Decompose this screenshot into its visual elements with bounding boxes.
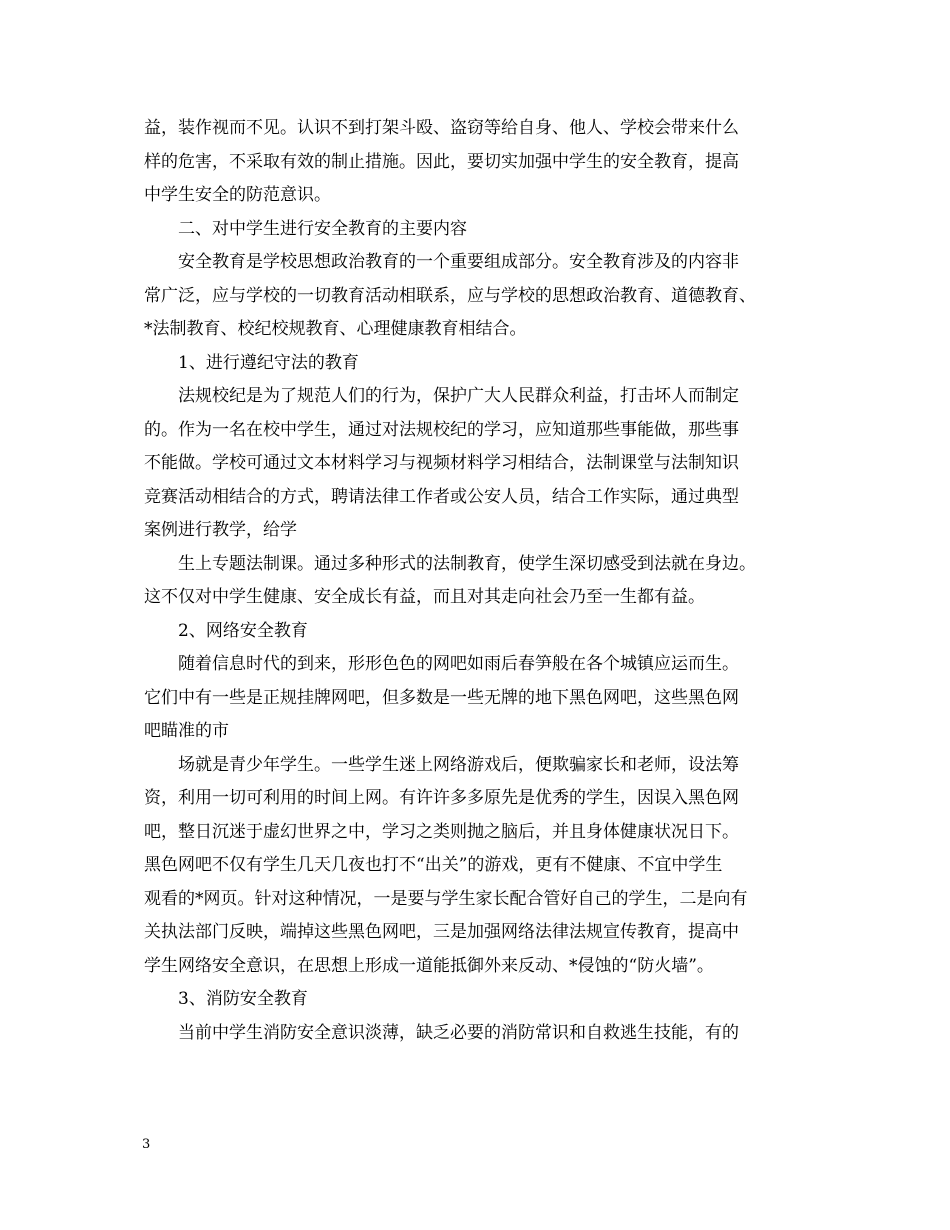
text-line: 随着信息时代的到来，形形色色的网吧如雨后春笋般在各个城镇应运而生。 (178, 654, 739, 674)
text-line: 学生网络安全意识，在思想上形成一道能抵御外来反动、*侵蚀的“防火墙”。 (144, 955, 714, 976)
text-line: 吧，整日沉迷于虚幻世界之中，学习之类则抛之脑后，并且身体健康状况日下。 (144, 821, 739, 842)
page-number: 3 (142, 1137, 151, 1152)
text-line: 当前中学生消防安全意识淡薄，缺乏必要的消防常识和自救逃生技能，有的 (178, 1022, 739, 1043)
text-line: 不能做。学校可通过文本材料学习与视频材料学习相结合，法制课堂与法制知识 (144, 453, 739, 473)
text-line: 竞赛活动相结合的方式，聘请法律工作者或公安人员，结合工作实际，通过典型 (144, 486, 739, 507)
text-line: 它们中有一些是正规挂牌网吧，但多数是一些无牌的地下黑色网吧，这些黑色网 (144, 687, 739, 708)
text-line: 关执法部门反映，端掉这些黑色网吧，三是加强网络法律法规宣传教育，提高中 (144, 922, 739, 942)
text-line: 二、对中学生进行安全教育的主要内容 (178, 218, 467, 239)
text-line: 黑色网吧不仅有学生几天几夜也打不“出关”的游戏，更有不健康、不宜中学生 (144, 855, 723, 875)
text-line: 资，利用一切可利用的时间上网。有许许多多原先是优秀的学生，因误入黑色网 (144, 788, 739, 808)
text-line: 观看的*网页。针对这种情况，一是要与学生家长配合管好自己的学生，二是向有 (144, 888, 748, 909)
text-line: 这不仅对中学生健康、安全成长有益，而且对其走向社会乃至一生都有益。 (144, 587, 705, 607)
text-line: *法制教育、校纪校规教育、心理健康教育相结合。 (144, 319, 527, 339)
text-line: 安全教育是学校思想政治教育的一个重要组成部分。安全教育涉及的内容非 (178, 252, 739, 272)
text-line: 生上专题法制课。通过多种形式的法制教育，使学生深切感受到法就在身边。 (178, 553, 756, 574)
text-line: 样的危害，不采取有效的制止措施。因此，要切实加强中学生的安全教育，提高 (144, 151, 739, 172)
text-line: 的。作为一名在校中学生，通过对法规校纪的学习，应知道那些事能做，那些事 (144, 419, 739, 440)
text-line: 2、网络安全教育 (178, 620, 308, 641)
body-text (144, 112, 824, 1050)
text-line: 1、进行遵纪守法的教育 (178, 352, 359, 373)
text-line: 吧瞄准的市 (144, 721, 229, 741)
text-line: 案例进行教学，给学 (144, 520, 297, 540)
text-line: 3、消防安全教育 (178, 989, 308, 1009)
text-line: 场就是青少年学生。一些学生迷上网络游戏后，便欺骗家长和老师，设法筹 (178, 754, 739, 775)
text-line: 法规校纪是为了规范人们的行为，保护广大人民群众利益，打击坏人而制定 (178, 386, 739, 406)
text-line: 益，装作视而不见。认识不到打架斗殴、盗窃等给自身、他人、学校会带来什么 (144, 118, 739, 138)
text-line: 中学生安全的防范意识。 (144, 185, 331, 205)
text-line: 常广泛，应与学校的一切教育活动相联系，应与学校的思想政治教育、道德教育、 (144, 285, 756, 306)
